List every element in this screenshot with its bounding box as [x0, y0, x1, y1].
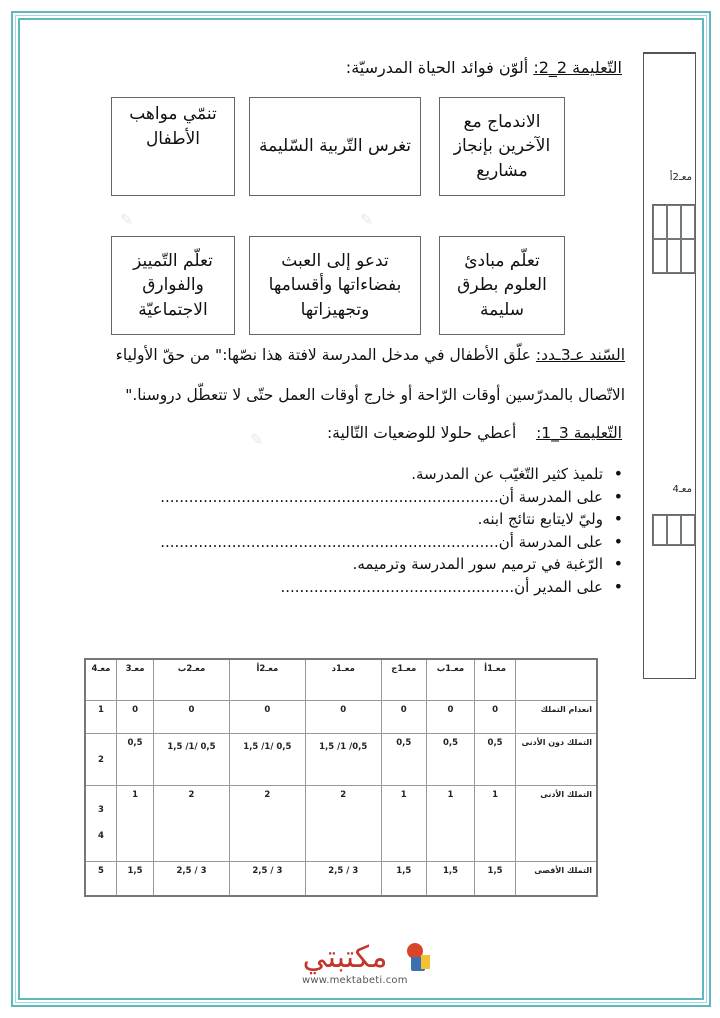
- score-cell[interactable]: [681, 205, 695, 239]
- score-cell[interactable]: [681, 239, 695, 273]
- instruction-label: التّعليمة 2_2:: [533, 58, 622, 77]
- benefit-box[interactable]: تنمّي مواهب الأطفال: [111, 97, 235, 196]
- table-cell: 2: [85, 734, 117, 786]
- score-cell[interactable]: [681, 515, 695, 545]
- table-cell: 1,5: [426, 862, 474, 896]
- list-item: • الرّغبة في ترميم سور المدرسة وترميمه.: [85, 553, 625, 576]
- table-cell: 0: [305, 701, 381, 734]
- table-cell: 0: [117, 701, 154, 734]
- header-cell: معـ1ب: [426, 659, 474, 701]
- support-label: السّند عـ3ـدد:: [535, 346, 625, 364]
- benefit-box[interactable]: تغرس التّربية السّليمة: [249, 97, 421, 196]
- header-cell: معـ2ب: [154, 659, 230, 701]
- table-cell: 0: [426, 701, 474, 734]
- logo-wordmark: مكتبتي: [302, 940, 388, 975]
- answer-line[interactable]: • على المدير أن.................................................: [85, 576, 625, 599]
- instruction-text: أعطي حلولا للوضعيات التّالية:: [326, 424, 517, 442]
- header-cell: معـ1ج: [381, 659, 426, 701]
- table-cell: 2: [305, 786, 381, 862]
- logo-graphic: [283, 937, 438, 977]
- answer-line[interactable]: • على المدرسة أن.......................................................................: [85, 486, 625, 509]
- table-cell: 0,5: [475, 734, 516, 786]
- list-item: • تلميذ كثير التّغيّب عن المدرسة.: [85, 463, 625, 486]
- row-label: التملك الأدنى: [516, 786, 598, 862]
- table-cell: 1: [426, 786, 474, 862]
- row-label: انعدام التملك: [516, 701, 598, 734]
- score-cell[interactable]: [667, 515, 681, 545]
- row-label: التملك الأقصى: [516, 862, 598, 896]
- table-row: [85, 786, 597, 862]
- table-cell: 0: [381, 701, 426, 734]
- score-cell[interactable]: [653, 239, 667, 273]
- watermark: ✎: [120, 210, 134, 229]
- table-cell: 0,5 /1/ 1,5: [154, 734, 230, 786]
- table-cell: 1: [381, 786, 426, 862]
- score-cell[interactable]: [667, 205, 681, 239]
- table-row: [85, 701, 597, 734]
- table-cell: 0,5/ 1/ 1,5: [305, 734, 381, 786]
- watermark: ✎: [360, 210, 374, 229]
- support-line-1: [116, 346, 625, 364]
- header-cell: معـ1أ: [475, 659, 516, 701]
- table-cell: 1,5: [475, 862, 516, 896]
- situations-list: [85, 463, 625, 598]
- score-grid: [652, 514, 696, 546]
- support-line-2: الاتّصال بالمدرّسين أوقات الرّاحة أو خارج أوقات العمل حتّى لا تتعطّل دروسنا.": [125, 386, 625, 404]
- table-cell: 0: [229, 701, 305, 734]
- table-cell: 0,5: [426, 734, 474, 786]
- answer-line[interactable]: • على المدرسة أن.......................................................................: [85, 531, 625, 554]
- header-cell: معـ1د: [305, 659, 381, 701]
- table-cell: 1: [117, 786, 154, 862]
- table-cell: 3 / 2,5: [154, 862, 230, 896]
- instruction-text: ألوّن فوائد الحياة المدرسيّة:: [345, 58, 529, 77]
- instruction-3-1: [327, 424, 622, 442]
- row-label: التملك دون الأدنى: [516, 734, 598, 786]
- table-cell: 3 / 2,5: [229, 862, 305, 896]
- watermark: ✎: [250, 430, 264, 449]
- table-cell: 0,5: [117, 734, 154, 786]
- benefit-box[interactable]: تعلّم مبادئ العلوم بطرق سليمة: [439, 236, 565, 335]
- table-cell: 0: [154, 701, 230, 734]
- table-row: [85, 862, 597, 896]
- table-cell: 1,5: [117, 862, 154, 896]
- header-cell: معـ2أ: [229, 659, 305, 701]
- header-cell: معـ3: [117, 659, 154, 701]
- footer-url[interactable]: www.mektabeti.com: [302, 975, 408, 986]
- header-cell: معـ4: [85, 659, 117, 701]
- table-cell: 2: [229, 786, 305, 862]
- score-cell[interactable]: [667, 239, 681, 273]
- table-cell: 0,5: [381, 734, 426, 786]
- score-cell[interactable]: [653, 205, 667, 239]
- table-cell: 0,5 /1/ 1,5: [229, 734, 305, 786]
- score-grid: [652, 204, 696, 274]
- header-cell: [516, 659, 598, 701]
- criterion-label: معـ4: [672, 484, 692, 495]
- benefit-box[interactable]: تعلّم التّمييز والفوارق الاجتماعيّة: [111, 236, 235, 335]
- table-header-row: [85, 659, 597, 701]
- table-cell: 0: [475, 701, 516, 734]
- benefit-box[interactable]: الاندماج مع الآخرين بإنجاز مشاريع: [439, 97, 565, 196]
- table-cell: 1,5: [381, 862, 426, 896]
- table-cell: 5: [85, 862, 117, 896]
- support-text: علّق الأطفال في مدخل المدرسة لافتة هذا نصّها:" من حقّ الأولياء: [115, 346, 531, 364]
- instruction-label: التّعليمة 3_1:: [536, 424, 622, 442]
- list-item: • وليّ لايتابع نتائج ابنه.: [85, 508, 625, 531]
- table-cell: 3 / 2,5: [305, 862, 381, 896]
- grading-table: [84, 658, 598, 897]
- score-cell[interactable]: [653, 515, 667, 545]
- instruction-2-2: [346, 58, 622, 77]
- benefit-box[interactable]: تدعو إلى العبث بفضاءاتها وأقسامها وتجهيزاتها: [249, 236, 421, 335]
- table-cell: 3 4: [85, 786, 117, 862]
- criterion-label: معـ2أ: [669, 172, 692, 183]
- table-cell: 1: [475, 786, 516, 862]
- criteria-sidebar: [643, 52, 696, 679]
- table-row: [85, 734, 597, 786]
- table-cell: 1: [85, 701, 117, 734]
- table-cell: 2: [154, 786, 230, 862]
